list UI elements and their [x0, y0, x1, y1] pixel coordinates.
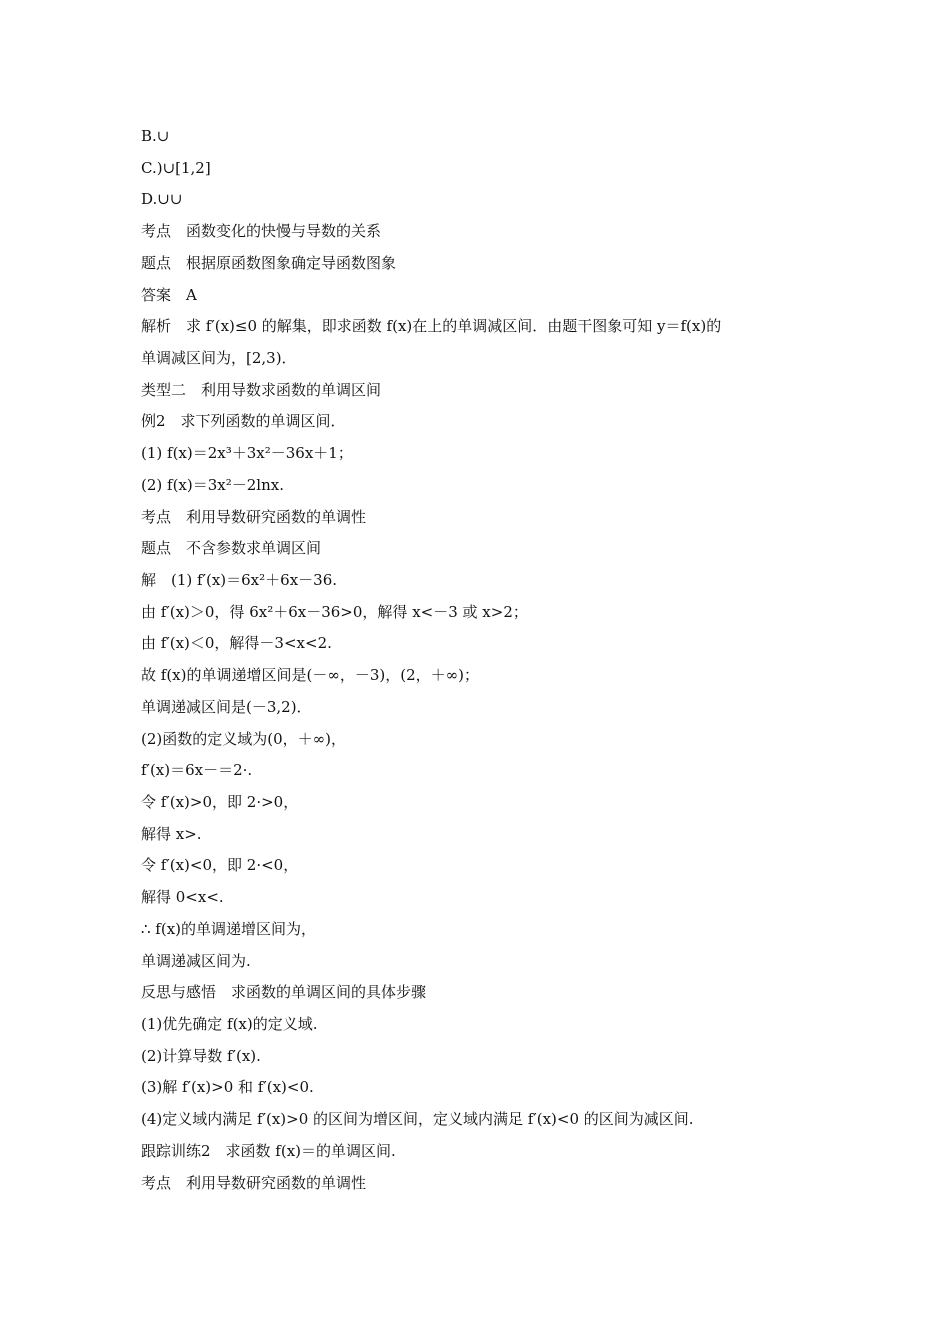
reflection-step-2: (2)计算导数 f′(x).: [141, 1047, 261, 1065]
topic-line: 考点 利用导数研究函数的单调性: [141, 1174, 367, 1192]
option-c: C.)∪[1,2]: [141, 159, 211, 177]
solution-line: ∴ f(x)的单调递增区间为，: [141, 920, 317, 938]
subtopic-line: 题点 不含参数求单调区间: [141, 539, 322, 557]
example-item-2: (2) f(x)＝3x²－2lnx.: [141, 476, 284, 494]
topic-line: 考点 函数变化的快慢与导数的关系: [141, 222, 382, 240]
reflection-step-1: (1)优先确定 f(x)的定义域.: [141, 1015, 318, 1033]
solution-line: 由 f′(x)＜0，解得－3<x<2.: [141, 634, 332, 652]
solution-line: 解 (1) f′(x)＝6x²＋6x－36.: [141, 571, 338, 589]
solution-line: 令 f′(x)<0，即 2·<0，: [141, 856, 299, 874]
solution-line: 故 f(x)的单调递增区间是(－∞，－3)，(2，＋∞)；: [141, 666, 479, 684]
subtopic-line: 题点 根据原函数图象确定导函数图象: [141, 254, 397, 272]
solution-line: 单调递减区间是(－3,2)．: [141, 698, 312, 716]
option-d: D.∪∪: [141, 190, 183, 208]
solution-line: 令 f′(x)>0，即 2·>0，: [141, 793, 299, 811]
option-b: B.∪: [141, 127, 170, 145]
solution-line: 解得 x>.: [141, 825, 202, 843]
solution-line: 由 f′(x)＞0，得 6x²＋6x－36>0，解得 x<－3 或 x>2；: [141, 603, 528, 621]
reflection-step-3: (3)解 f′(x)>0 和 f′(x)<0.: [141, 1078, 314, 1096]
topic-line: 考点 利用导数研究函数的单调性: [141, 508, 367, 526]
reflection-heading: 反思与感悟 求函数的单调区间的具体步骤: [141, 983, 427, 1001]
analysis-line: 解析 求 f′(x)≤0 的解集，即求函数 f(x)在上的单调减区间．由题干图象可知 y＝f(x)的: [141, 317, 722, 335]
reflection-step-4: (4)定义域内满足 f′(x)>0 的区间为增区间，定义域内满足 f′(x)<0 的区间为减区间.: [141, 1110, 694, 1128]
section-heading: 类型二 利用导数求函数的单调区间: [141, 381, 382, 399]
answer-line: 答案 A: [141, 286, 197, 304]
solution-line: f′(x)＝6x－＝2·.: [141, 761, 253, 779]
solution-line: (2)函数的定义域为(0，＋∞)，: [141, 730, 346, 748]
solution-line: 单调递减区间为.: [141, 952, 251, 970]
solution-line: 解得 0<x<.: [141, 888, 224, 906]
practice-title: 跟踪训练2 求函数 f(x)＝的单调区间.: [141, 1142, 396, 1160]
example-item-1: (1) f(x)＝2x³＋3x²－36x＋1；: [141, 444, 353, 462]
example-title: 例2 求下列函数的单调区间．: [141, 412, 346, 430]
analysis-line-cont: 单调减区间为，[2,3)．: [141, 349, 297, 367]
